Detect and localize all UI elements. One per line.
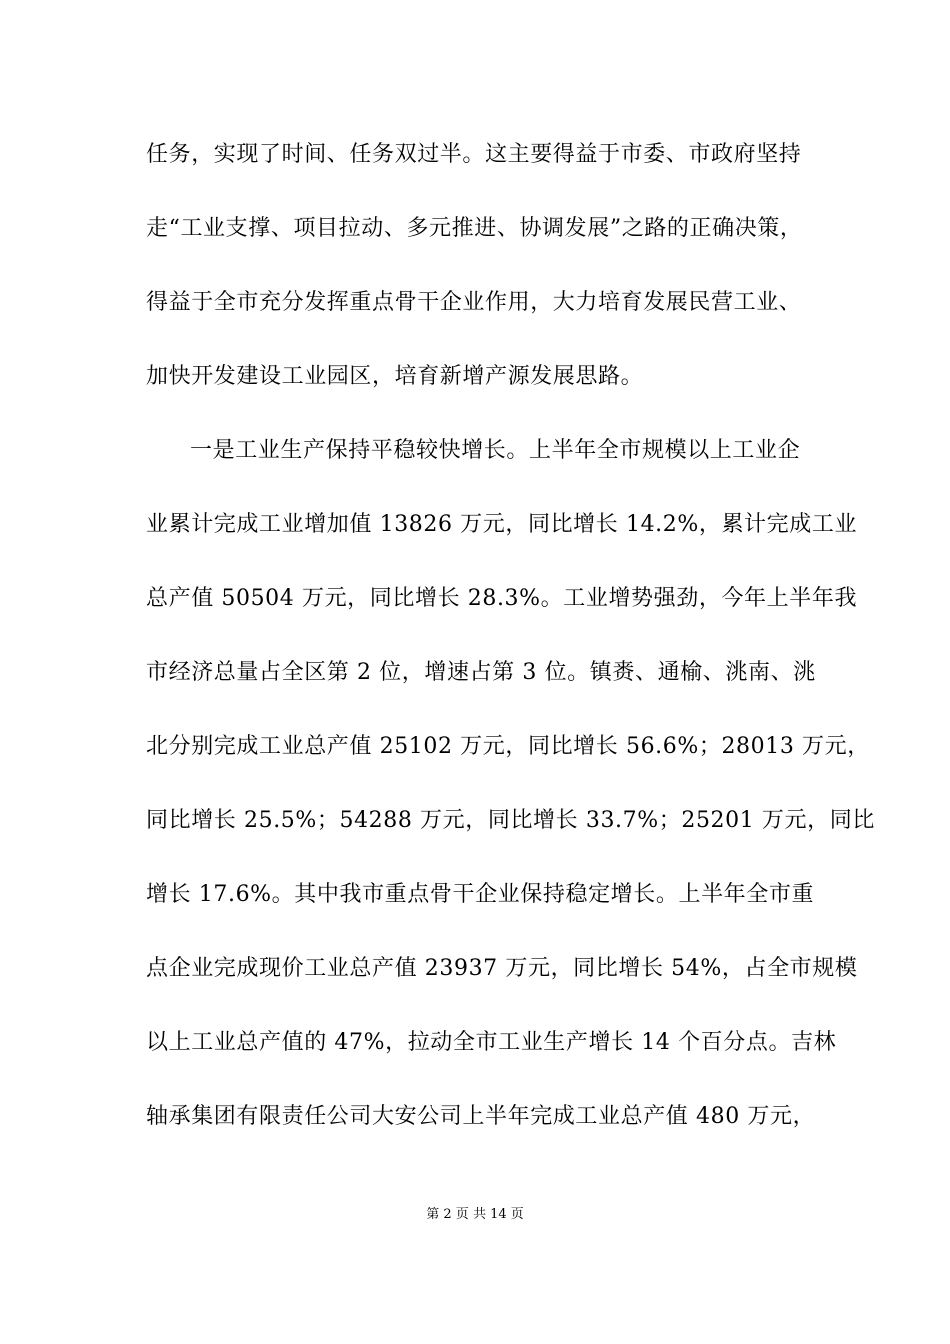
text-line: 总产值 50504 万元，同比增长 28.3%。工业增势强劲，今年上半年我 (146, 586, 858, 611)
footer-label-unit: 页 (455, 1207, 469, 1222)
text-line: 业累计完成工业增加值 13826 万元，同比增长 14.2%，累计完成工业 (146, 512, 858, 537)
text-line: 轴承集团有限责任公司大安公司上半年完成工业总产值 480 万元， (146, 1104, 816, 1129)
footer-label-total: 共 (472, 1207, 486, 1222)
text-line: 以上工业总产值的 47%，拉动全市工业生产增长 14 个百分点。吉林 (146, 1030, 837, 1055)
footer-total-pages: 14 (490, 1207, 507, 1222)
text-line: 任务，实现了时间、任务双过半。这主要得益于市委、市政府坚持 (146, 142, 802, 167)
text-line: 走“工业支撑、项目拉动、多元推进、协调发展”之路的正确决策， (146, 216, 803, 241)
text-line: 得益于全市充分发挥重点骨干企业作用，大力培育发展民营工业、 (146, 290, 802, 315)
footer-current-page: 2 (443, 1207, 452, 1222)
text-line: 北分别完成工业总产值 25102 万元，同比增长 56.6%；28013 万元， (146, 734, 870, 759)
text-line: 增长 17.6%。其中我市重点骨干企业保持稳定增长。上半年全市重 (146, 882, 815, 907)
text-line: 市经济总量占全区第 2 位，增速占第 3 位。镇赉、通榆、洮南、洮 (146, 660, 816, 685)
footer-label-unit-end: 页 (510, 1207, 524, 1222)
paragraph-first-line: 一是工业生产保持平稳较快增长。上半年全市规模以上工业企 (190, 438, 801, 463)
text-line: 加快开发建设工业园区，培育新增产源发展思路。 (146, 364, 644, 389)
text-line: 点企业完成现价工业总产值 23937 万元，同比增长 54%，占全市规模 (146, 956, 858, 981)
page-footer (0, 1206, 950, 1224)
footer-label-page: 第 (426, 1207, 440, 1222)
text-line: 同比增长 25.5%；54288 万元，同比增长 33.7%；25201 万元，同比 (146, 808, 875, 833)
